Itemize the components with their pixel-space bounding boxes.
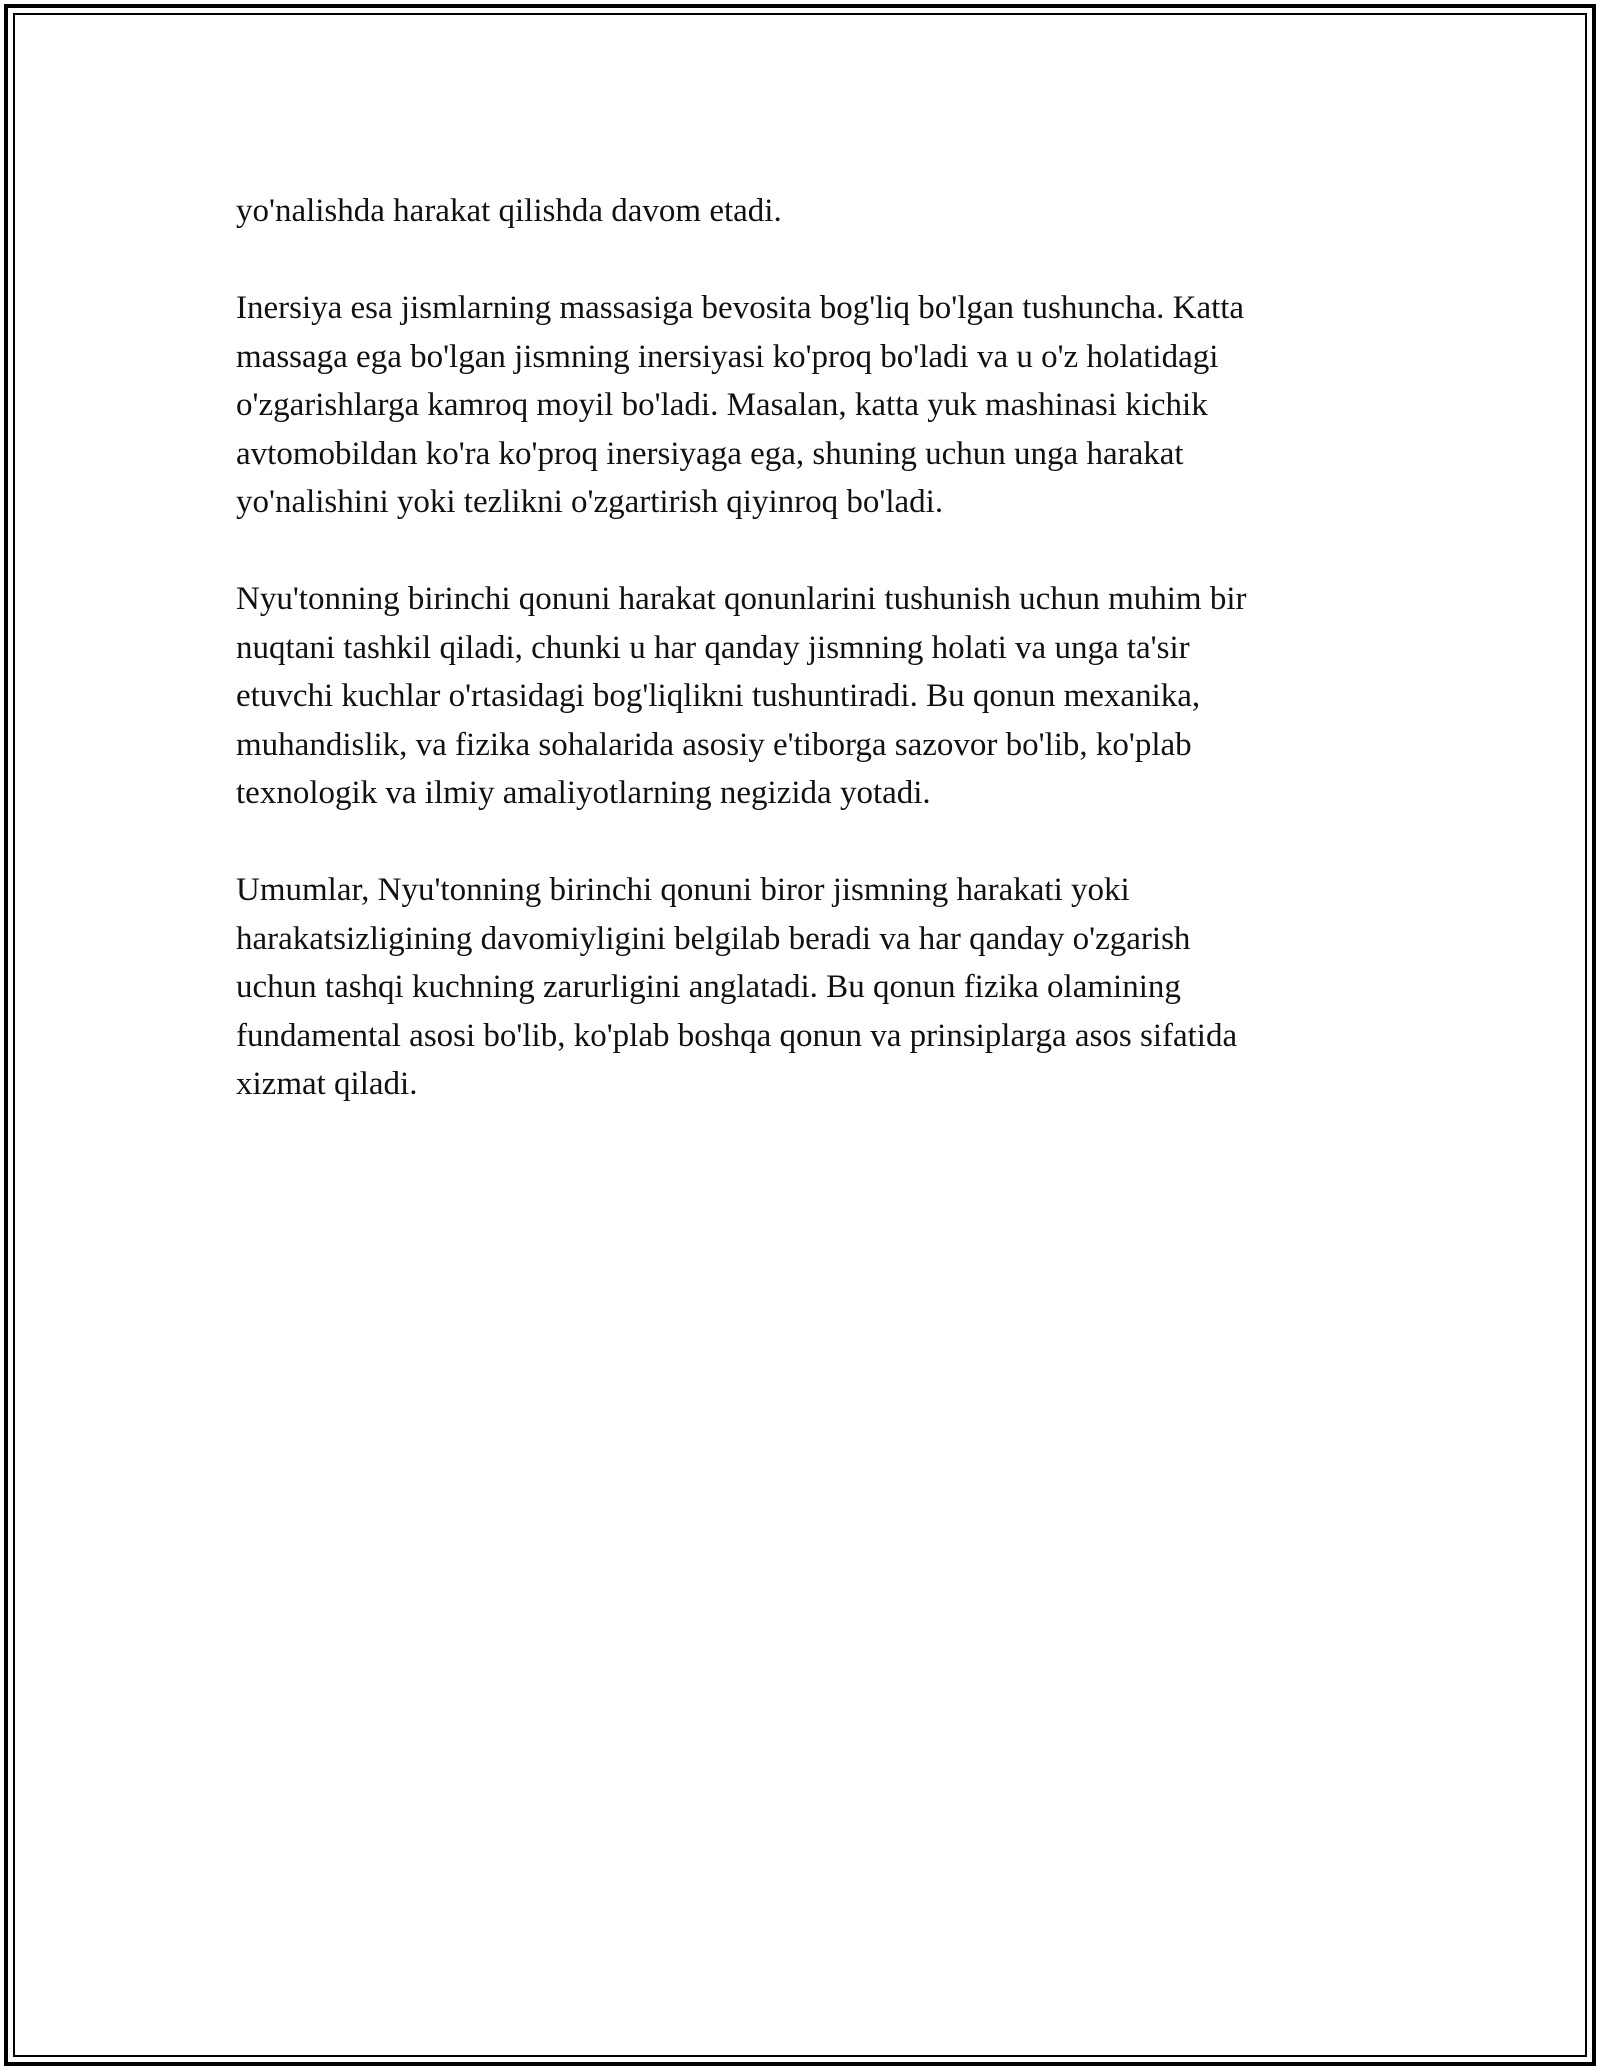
- paragraph-conclusion: Umumlar, Nyu'tonning birinchi qonuni biror jismning harakati yoki harakatsizligining davomiyligini belgilab beradi va har qanday o'zgarish uchun tashqi kuchning zarurligini anglatadi. Bu qonun fizika olamining fundamental asosi bo'lib, ko'plab boshqa qonun va prinsiplarga asos sifatida xizmat qiladi.: [236, 872, 1238, 1102]
- paragraph-continuation: yo'nalishda harakat qilishda davom etadi.: [236, 193, 782, 229]
- paragraph-inertia: Inersiya esa jismlarning massasiga bevosita bog'liq bo'lgan tushuncha. Katta massaga ega bo'lgan jismning inersiyasi ko'proq bo'ladi va u o'z holatidagi o'zgarishlarga kamroq moyil bo'ladi. Masalan, katta yuk mashinasi kichik avtomobildan ko'ra ko'proq inersiyaga ega, shuning uchun unga harakat yo'nalishini yoki tezlikni o'zgartirish qiyinroq bo'ladi.: [236, 290, 1245, 520]
- document-body: [236, 187, 1366, 1157]
- paragraph-first-law-importance: Nyu'tonning birinchi qonuni harakat qonunlarini tushunish uchun muhim bir nuqtani tashkil qiladi, chunki u har qanday jismning holati va unga ta'sir etuvchi kuchlar o'rtasidagi bog'liqlikni tushuntiradi. Bu qonun mexanika, muhandislik, va fizika sohalarida asosiy e'tiborga sazovor bo'lib, ko'plab texnologik va ilmiy amaliyotlarning negizida yotadi.: [236, 581, 1247, 811]
